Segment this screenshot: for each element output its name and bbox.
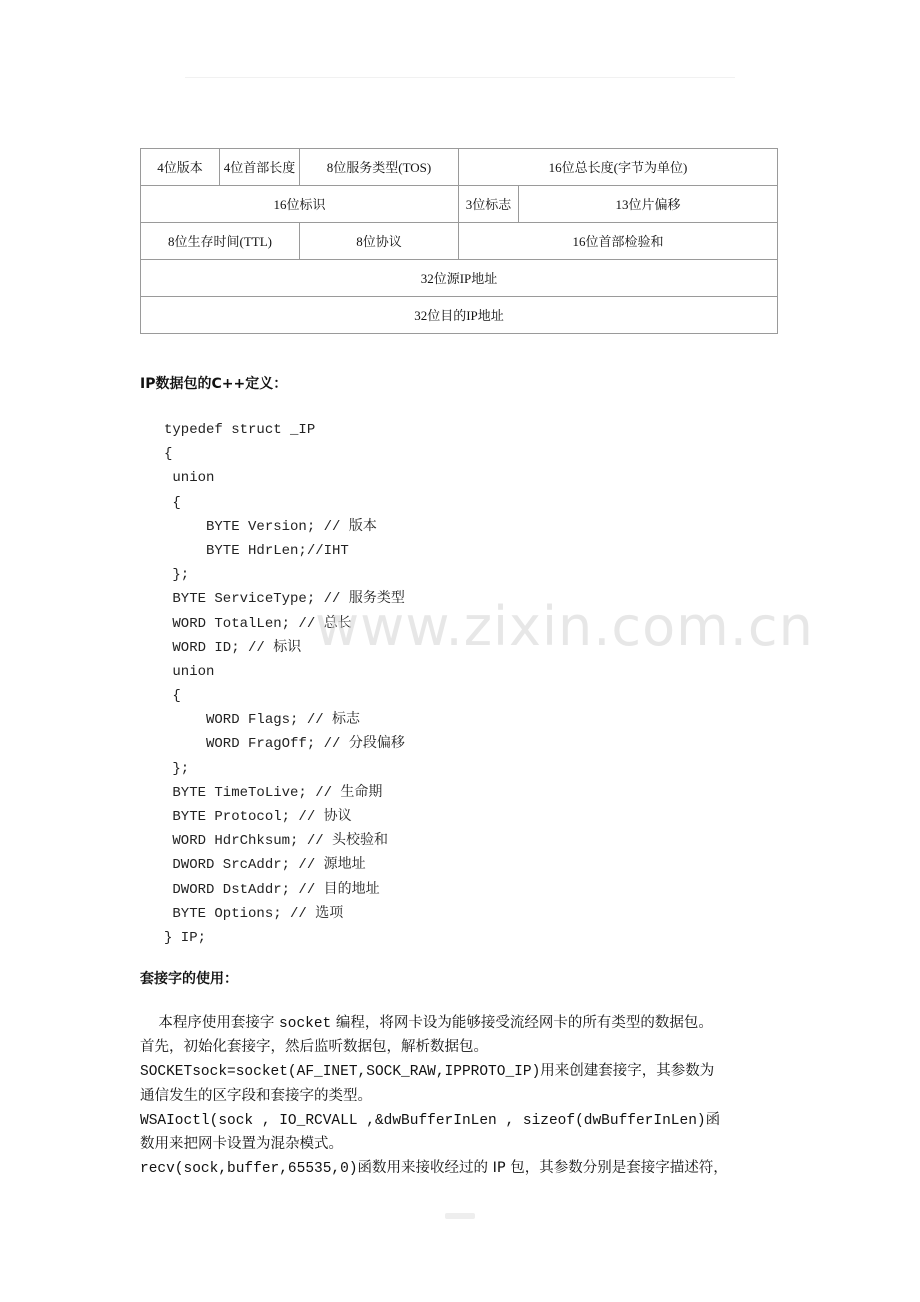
code-line: BYTE ServiceType; // 服务类型 xyxy=(164,591,405,608)
cell-fragment-offset: 13位片偏移 xyxy=(519,186,778,223)
cell-header-length: 4位首部长度 xyxy=(220,149,300,186)
cell-ttl: 8位生存时间(TTL) xyxy=(141,223,300,260)
table-row xyxy=(141,186,778,223)
cpp-definition-heading: IP数据包的C++定义： xyxy=(140,376,288,392)
code-line: { xyxy=(164,446,173,463)
code-line: BYTE Protocol; // 协议 xyxy=(164,809,352,825)
paragraph-line xyxy=(140,1059,790,1083)
socket-paragraph xyxy=(140,1011,790,1180)
cell-flags: 3位标志 xyxy=(459,186,519,223)
paragraph-line xyxy=(140,1156,790,1180)
top-divider xyxy=(185,77,735,78)
code-line: }; xyxy=(164,760,190,777)
code-line: DWORD SrcAddr; // 源地址 xyxy=(164,857,366,874)
code-line: }; xyxy=(164,567,190,584)
code-span: SOCKETsock=socket(AF_INET,SOCK_RAW,IPPROTO_IP) xyxy=(140,1064,541,1081)
text-span: 通信发生的区字段和套接字的类型。 xyxy=(140,1087,372,1104)
text-span: 函数用来接收经过的 IP 包，其参数分别是套接字描述符， xyxy=(357,1160,728,1177)
code-line: WORD Flags; // 标志 xyxy=(164,712,361,729)
code-line: WORD TotalLen; // 总长 xyxy=(164,615,352,632)
code-span: socket xyxy=(279,1016,332,1032)
cell-version: 4位版本 xyxy=(141,149,220,186)
text-span: 编程，将网卡设为能够接受流经网卡的所有类型的数据包。 xyxy=(331,1015,713,1031)
paragraph-line xyxy=(140,1084,790,1108)
table-row xyxy=(141,223,778,260)
code-line: DWORD DstAddr; // 目的地址 xyxy=(164,881,380,898)
code-span: recv(sock,buffer,65535,0) xyxy=(140,1161,358,1178)
cell-tos: 8位服务类型(TOS) xyxy=(300,149,459,186)
table-row xyxy=(141,260,778,297)
paragraph-line xyxy=(140,1108,790,1132)
code-line: union xyxy=(164,470,215,487)
code-span: WSAIoctl(sock , IO_RCVALL ,&dwBufferInLen , sizeof(dwBufferInLen) xyxy=(140,1112,706,1129)
code-block xyxy=(164,418,405,950)
table-row xyxy=(141,149,778,186)
code-line: { xyxy=(164,494,181,511)
cell-identification: 16位标识 xyxy=(141,186,459,223)
text-span: 函 xyxy=(705,1111,721,1128)
code-line: BYTE TimeToLive; // 生命期 xyxy=(164,784,383,801)
cell-checksum: 16位首部检验和 xyxy=(459,223,778,260)
cell-source-ip: 32位源IP地址 xyxy=(141,260,778,297)
paragraph-line xyxy=(140,1035,790,1059)
code-line: BYTE HdrLen;//IHT xyxy=(164,542,349,559)
code-line: WORD HdrChksum; // 头校验和 xyxy=(164,833,389,850)
text-span: 数用来把网卡设置为混杂模式。 xyxy=(140,1135,343,1152)
code-line: { xyxy=(164,688,181,705)
code-line: BYTE Version; // 版本 xyxy=(164,518,377,535)
code-line: } IP; xyxy=(164,929,207,946)
cell-dest-ip: 32位目的IP地址 xyxy=(141,297,778,334)
code-line: typedef struct _IP xyxy=(164,422,316,438)
text-span: 用来创建套接字，其参数为 xyxy=(540,1063,715,1080)
text-span: 本程序使用套接字 xyxy=(140,1015,280,1031)
paragraph-line xyxy=(140,1132,790,1156)
socket-usage-heading: 套接字的使用： xyxy=(140,971,238,987)
cell-total-length: 16位总长度(字节为单位) xyxy=(459,149,778,186)
code-line: WORD ID; // 标识 xyxy=(164,639,302,656)
text-span: 首先，初始化套接字，然后监听数据包，解析数据包。 xyxy=(140,1039,488,1056)
page-footer-mark xyxy=(445,1213,475,1219)
table-row xyxy=(141,297,778,334)
paragraph-line xyxy=(140,1011,790,1035)
code-line: union xyxy=(164,663,215,680)
code-line: BYTE Options; // 选项 xyxy=(164,905,344,922)
cell-protocol: 8位协议 xyxy=(300,223,459,260)
watermark: www.zixin.com.cn xyxy=(315,595,814,658)
code-line: WORD FragOff; // 分段偏移 xyxy=(164,736,405,753)
ip-header-table xyxy=(140,148,778,334)
